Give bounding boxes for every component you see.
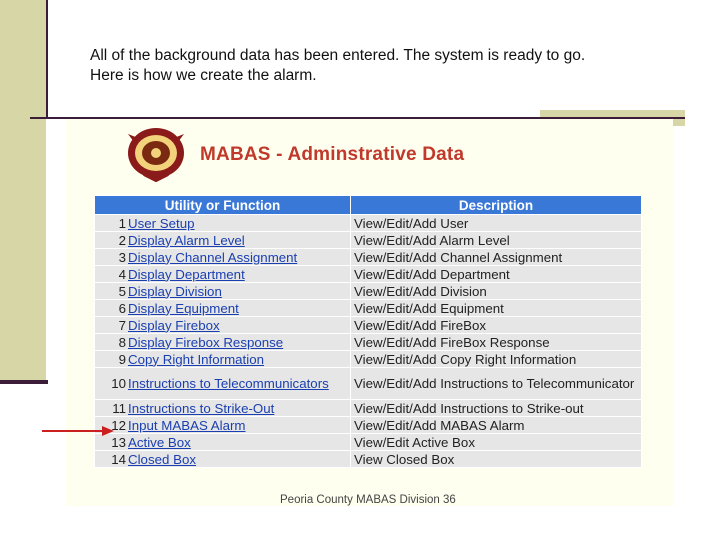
slide-caption: All of the background data has been entered. The system is ready to go. Here is how we create the alarm. — [90, 47, 586, 84]
row-number: 1 — [118, 215, 126, 231]
row-number: 5 — [118, 283, 126, 299]
table-header-row — [95, 196, 642, 215]
function-link-alarm-level[interactable]: Display Alarm Level — [128, 232, 245, 248]
table-row — [95, 215, 642, 232]
page-footer: Peoria County MABAS Division 36 — [280, 494, 456, 506]
table-row — [95, 368, 642, 400]
table-row — [95, 283, 642, 300]
row-description: View/Edit/Add Department — [351, 266, 642, 283]
pointer-arrow-icon — [42, 424, 114, 438]
table-row — [95, 400, 642, 417]
row-number: 12 — [111, 417, 126, 433]
table-row — [95, 417, 642, 434]
row-description: View/Edit/Add FireBox — [351, 317, 642, 334]
function-link-user-setup[interactable]: User Setup — [128, 215, 195, 231]
row-number: 13 — [111, 434, 126, 450]
row-description: View/Edit/Add Copy Right Information — [351, 351, 642, 368]
column-header-description: Description — [351, 196, 642, 215]
row-number: 7 — [118, 317, 126, 333]
function-link-firebox-response[interactable]: Display Firebox Response — [128, 334, 284, 350]
row-number: 10 — [111, 376, 126, 391]
row-description: View/Edit Active Box — [351, 434, 642, 451]
table-row — [95, 249, 642, 266]
function-link-strike-out[interactable]: Instructions to Strike-Out — [128, 400, 275, 416]
function-link-division[interactable]: Display Division — [128, 283, 222, 299]
table-row — [95, 451, 642, 468]
fire-department-seal-icon — [124, 124, 188, 182]
row-description: View/Edit/Add Equipment — [351, 300, 642, 317]
slide-left-rule — [46, 0, 48, 118]
row-description: View Closed Box — [351, 451, 642, 468]
row-number: 2 — [118, 232, 126, 248]
row-number: 9 — [118, 351, 126, 367]
table-row — [95, 232, 642, 249]
row-description: View/Edit/Add Instructions to Strike-out — [351, 400, 642, 417]
function-link-telecommunicators[interactable]: Instructions to Telecommunicators — [128, 376, 329, 391]
function-link-input-mabas-alarm[interactable]: Input MABAS Alarm — [128, 417, 246, 433]
row-number: 4 — [118, 266, 126, 282]
table-row — [95, 317, 642, 334]
row-number: 14 — [111, 451, 126, 467]
column-header-function: Utility or Function — [95, 196, 351, 215]
function-link-copyright[interactable]: Copy Right Information — [128, 351, 264, 367]
row-number: 8 — [118, 334, 126, 350]
slide-left-bar — [0, 0, 46, 383]
table-row — [95, 300, 642, 317]
table-row — [95, 434, 642, 451]
row-description: View/Edit/Add Instructions to Telecommunicator — [351, 368, 642, 400]
function-link-department[interactable]: Display Department — [128, 266, 245, 282]
row-number: 6 — [118, 300, 126, 316]
function-link-equipment[interactable]: Display Equipment — [128, 300, 239, 316]
table-row — [95, 351, 642, 368]
table-row — [95, 266, 642, 283]
function-link-active-box[interactable]: Active Box — [128, 434, 191, 450]
row-description: View/Edit/Add Channel Assignment — [351, 249, 642, 266]
table-row — [95, 334, 642, 351]
row-number: 3 — [118, 249, 126, 265]
row-description: View/Edit/Add User — [351, 215, 642, 232]
function-link-closed-box[interactable]: Closed Box — [128, 451, 196, 467]
row-description: View/Edit/Add Alarm Level — [351, 232, 642, 249]
admin-data-table — [94, 195, 642, 468]
function-link-channel-assignment[interactable]: Display Channel Assignment — [128, 249, 298, 265]
row-description: View/Edit/Add FireBox Response — [351, 334, 642, 351]
function-link-firebox[interactable]: Display Firebox — [128, 317, 220, 333]
row-number: 11 — [112, 400, 126, 416]
page-title: MABAS - Adminstrative Data — [200, 144, 465, 165]
row-description: View/Edit/Add Division — [351, 283, 642, 300]
slide-left-rule-bottom — [0, 380, 48, 384]
row-description: View/Edit/Add MABAS Alarm — [351, 417, 642, 434]
